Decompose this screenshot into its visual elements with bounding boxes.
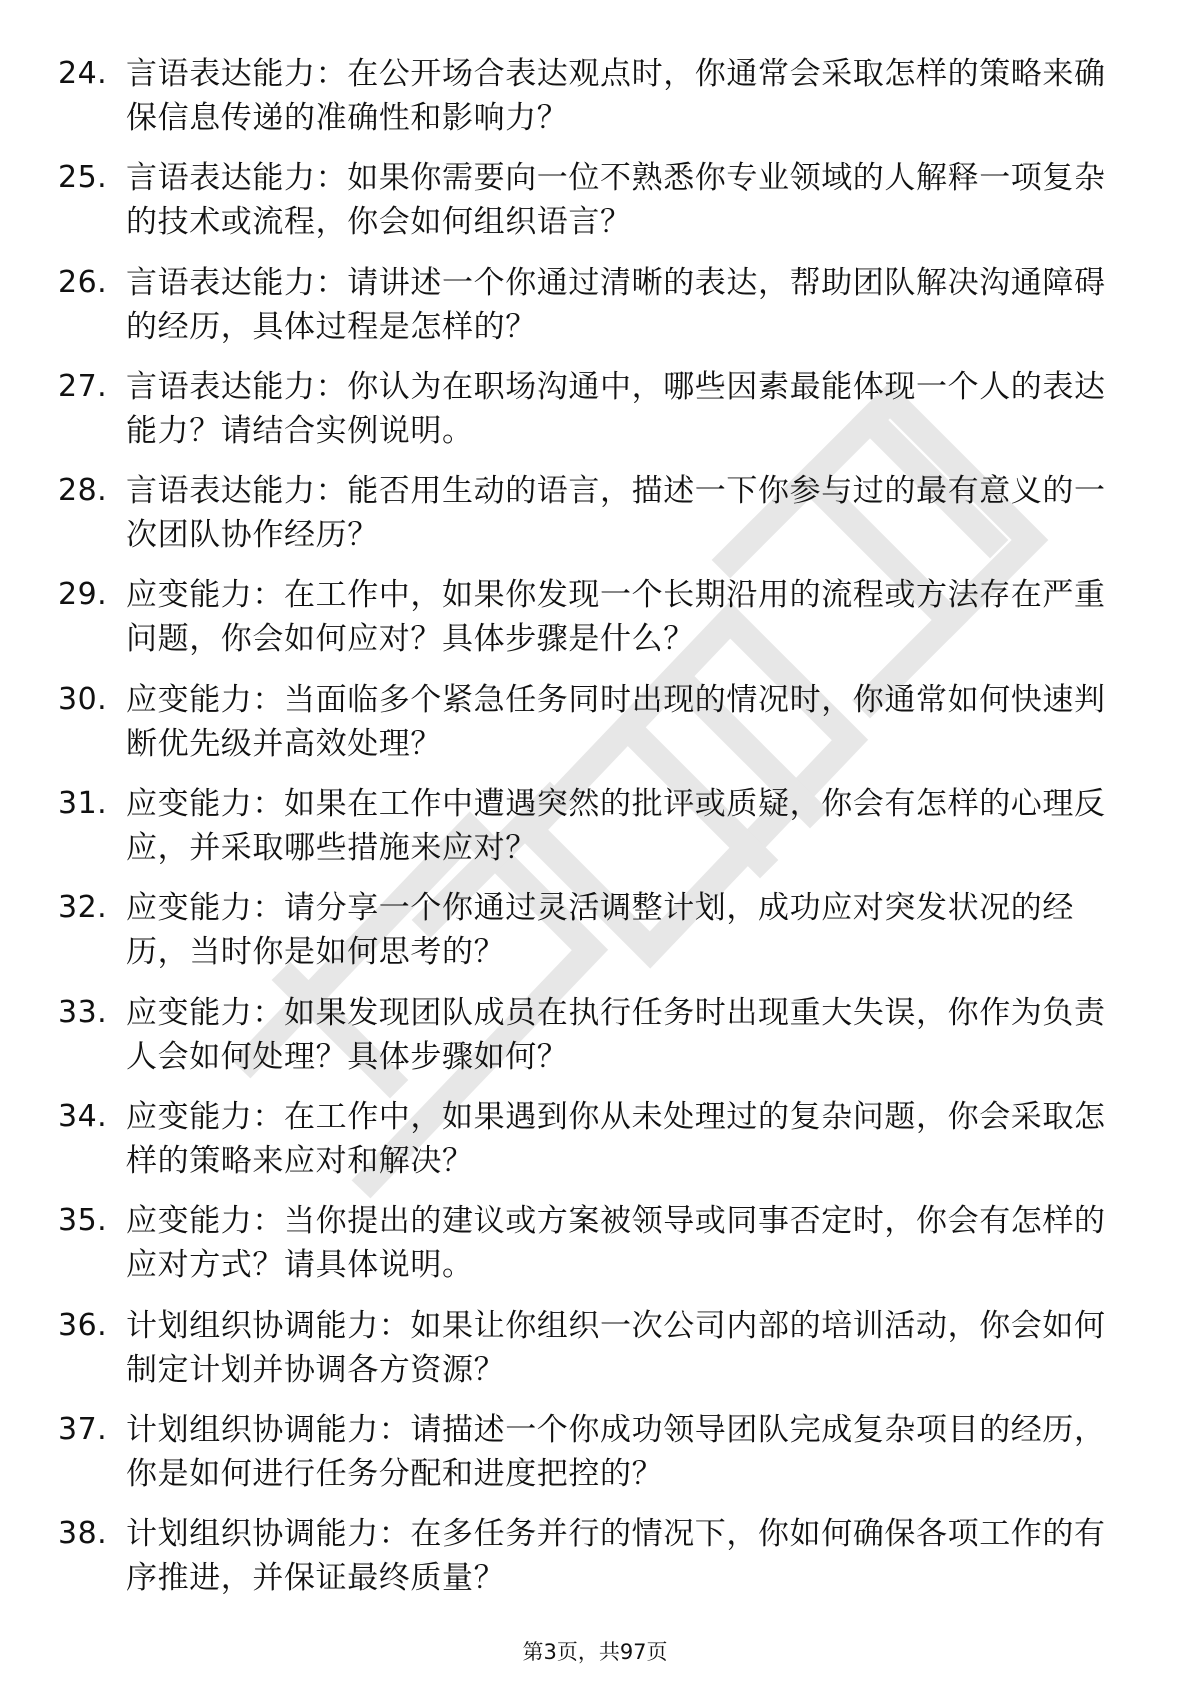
question-text: 言语表达能力：你认为在职场沟通中，哪些因素最能体现一个人的表达能力？请结合实例说明。 [126, 368, 1106, 449]
question-number: 32. [58, 890, 108, 926]
question-text: 言语表达能力：在公开场合表达观点时，你通常会采取怎样的策略来确保信息传递的准确性和影响力？ [126, 56, 1106, 136]
question-text: 应变能力：如果在工作中遭遇突然的批评或质疑，你会有怎样的心理反应，并采取哪些措施来应对？ [126, 786, 1106, 867]
question-text: 言语表达能力：能否用生动的语言，描述一下你参与过的最有意义的一次团队协作经历？ [126, 473, 1106, 554]
question-number: 29. [58, 577, 108, 613]
question-item [58, 156, 1130, 260]
question-text: 应变能力：当面临多个紧急任务同时出现的情况时，你通常如何快速判断优先级并高效处理？ [126, 681, 1106, 762]
question-item [58, 991, 1130, 1095]
question-number: 30. [58, 681, 108, 717]
question-number: 31. [58, 786, 108, 822]
question-number: 35. [58, 1203, 108, 1239]
question-item [58, 1512, 1130, 1616]
question-item [58, 365, 1130, 469]
question-list [58, 52, 1130, 1616]
question-text: 计划组织协调能力：请描述一个你成功领导团队完成复杂项目的经历，你是如何进行任务分配和进度把控的？ [126, 1411, 1106, 1492]
page-footer: 第3页，共97页 [522, 1640, 668, 1664]
question-text: 应变能力：如果发现团队成员在执行任务时出现重大失误，你作为负责人会如何处理？具体步骤如何？ [126, 994, 1106, 1075]
question-item [58, 1095, 1130, 1199]
question-text: 言语表达能力：如果你需要向一位不熟悉你专业领域的人解释一项复杂的技术或流程，你会如何组织语言？ [126, 160, 1106, 241]
question-item [58, 1304, 1130, 1408]
question-number: 36. [58, 1307, 108, 1343]
question-item [58, 1199, 1130, 1303]
question-number: 28. [58, 473, 108, 509]
question-item [58, 678, 1130, 782]
question-text: 应变能力：在工作中，如果遇到你从未处理过的复杂问题，你会采取怎样的策略来应对和解决？ [126, 1098, 1106, 1179]
question-item [58, 469, 1130, 573]
question-number: 27. [58, 368, 108, 404]
question-number: 24. [58, 56, 108, 91]
question-number: 37. [58, 1411, 108, 1447]
question-text: 言语表达能力：请讲述一个你通过清晰的表达，帮助团队解决沟通障碍的经历，具体过程是怎样的？ [126, 264, 1106, 345]
question-item [58, 573, 1130, 677]
question-number: 34. [58, 1098, 108, 1134]
question-text: 应变能力：在工作中，如果你发现一个长期沿用的流程或方法存在严重问题，你会如何应对？具体步骤是什么？ [126, 577, 1106, 658]
question-item [58, 886, 1130, 990]
question-item [58, 1408, 1130, 1512]
question-text: 应变能力：请分享一个你通过灵活调整计划，成功应对突发状况的经历，当时你是如何思考的？ [126, 890, 1074, 971]
question-text: 计划组织协调能力：如果让你组织一次公司内部的培训活动，你会如何制定计划并协调各方资源？ [126, 1307, 1106, 1388]
question-number: 38. [58, 1516, 108, 1552]
question-item [58, 52, 1130, 156]
question-item [58, 782, 1130, 886]
question-text: 计划组织协调能力：在多任务并行的情况下，你如何确保各项工作的有序推进，并保证最终质量？ [126, 1516, 1106, 1597]
question-number: 26. [58, 264, 108, 300]
question-number: 25. [58, 160, 108, 196]
question-item [58, 261, 1130, 365]
question-number: 33. [58, 994, 108, 1030]
question-text: 应变能力：当你提出的建议或方案被领导或同事否定时，你会有怎样的应对方式？请具体说明。 [126, 1203, 1106, 1284]
